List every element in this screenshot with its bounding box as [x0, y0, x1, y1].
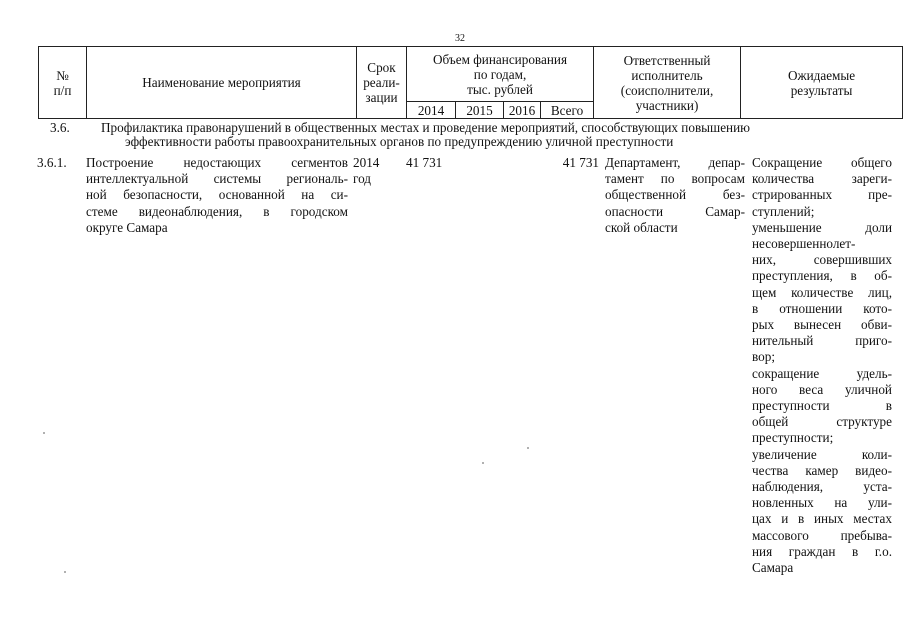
row-result-line: увеличение коли-	[752, 446, 892, 462]
row-results	[752, 155, 892, 576]
row-result-line: вор;	[752, 349, 775, 365]
section-title-line: эффективности работы правоохранительных органов по предупреждению уличной преступности	[125, 134, 674, 149]
header-results	[741, 47, 903, 119]
row-result-line: количества зареги-	[752, 171, 892, 187]
row-result-line: ния граждан в г.о.	[752, 543, 892, 559]
header-year-2016: 2016	[504, 102, 541, 119]
row-number: 3.6.1.	[37, 155, 67, 170]
row-amount-total: 41 731	[562, 155, 599, 170]
section-title-line: Профилактика правонарушений в общественных местах и проведение мероприятий, способствующих повышению	[101, 120, 751, 135]
row-result-line: щем количестве лиц,	[752, 284, 892, 300]
header-responsible-line: (соисполнители,	[620, 82, 714, 98]
row-name-line: округе Самара	[86, 219, 168, 235]
row-result-line: чества камер видео-	[752, 462, 892, 478]
header-funding	[407, 47, 594, 102]
header-responsible-line: Ответственный	[623, 52, 711, 68]
row-term-line: год	[353, 171, 372, 187]
row-result-line: Самара	[752, 560, 794, 576]
row-name-line: интеллектуальной системы региональ-	[86, 171, 348, 187]
header-funding-line: тыс. рублей	[467, 81, 533, 97]
row-result-line: рых вынесен обви-	[752, 317, 892, 333]
header-term-line: реали-	[363, 75, 400, 90]
row-result-line: ступлений;	[752, 203, 815, 219]
header-num	[39, 47, 87, 119]
row-name-line: ной безопасности, основанной на си-	[86, 187, 348, 203]
scan-speck	[527, 447, 529, 449]
row-name	[86, 155, 348, 236]
header-name: Наименование мероприятия	[87, 47, 357, 119]
header-funding-line: по годам,	[473, 66, 527, 82]
row-responsible-line: опасности Самар-	[605, 203, 745, 219]
header-responsible-line: исполнитель	[631, 67, 703, 83]
section-number: 3.6.	[50, 120, 70, 135]
row-result-line: уменьшение доли	[752, 219, 892, 235]
row-term	[353, 155, 399, 187]
row-responsible	[605, 155, 745, 236]
scan-speck	[482, 462, 484, 464]
scan-speck	[43, 432, 45, 434]
header-term-line: зации	[365, 90, 398, 105]
row-responsible-line: тамент по вопросам	[605, 171, 745, 187]
row-name-line: Построение недостающих сегментов	[86, 155, 348, 170]
row-result-line: наблюдения, уста-	[752, 479, 892, 495]
header-num-line: п/п	[53, 82, 72, 98]
header-funding-line: Объем финансирования	[433, 51, 568, 67]
row-result-line: сокращение удель-	[752, 365, 892, 381]
row-result-line: общей структуре	[752, 414, 892, 430]
header-term	[357, 47, 407, 119]
page-number: 32	[455, 33, 465, 44]
header-term-line: Срок	[367, 60, 396, 75]
header-num-line: №	[56, 67, 69, 83]
header-year-total: Всего	[541, 102, 594, 119]
row-amount-2014: 41 731	[406, 155, 443, 170]
header-table	[38, 46, 903, 119]
row-result-line: новленных на ули-	[752, 495, 892, 511]
section-heading	[38, 121, 902, 149]
row-result-line: стрированных пре-	[752, 187, 892, 203]
row-responsible-line: Департамент, депар-	[605, 155, 745, 170]
header-year-2015: 2015	[456, 102, 504, 119]
row-term-line: 2014	[353, 155, 380, 170]
row-result-line: преступности;	[752, 430, 834, 446]
row-responsible-line: общественной без-	[605, 187, 745, 203]
header-results-line: Ожидаемые	[787, 67, 856, 83]
scan-speck	[64, 571, 66, 573]
header-year-2014: 2014	[407, 102, 456, 119]
row-result-line: цах и в иных местах	[752, 511, 892, 527]
header-results-line: результаты	[790, 82, 853, 98]
row-result-line: массового пребыва-	[752, 527, 892, 543]
header-responsible-line: участники)	[635, 97, 699, 113]
row-result-line: них, совершивших	[752, 252, 892, 268]
row-result-line: преступления, в об-	[752, 268, 892, 284]
row-name-line: стеме видеонаблюдения, в городском	[86, 203, 348, 219]
row-responsible-line: ской области	[605, 219, 678, 235]
row-result-line: преступности в	[752, 398, 892, 414]
row-result-line: Сокращение общего	[752, 155, 892, 170]
header-responsible	[594, 47, 741, 119]
row-result-line: ного веса уличной	[752, 381, 892, 397]
row-result-line: в отношении кото-	[752, 300, 892, 316]
row-result-line: несовершеннолет-	[752, 236, 856, 252]
row-result-line: нительный приго-	[752, 333, 892, 349]
